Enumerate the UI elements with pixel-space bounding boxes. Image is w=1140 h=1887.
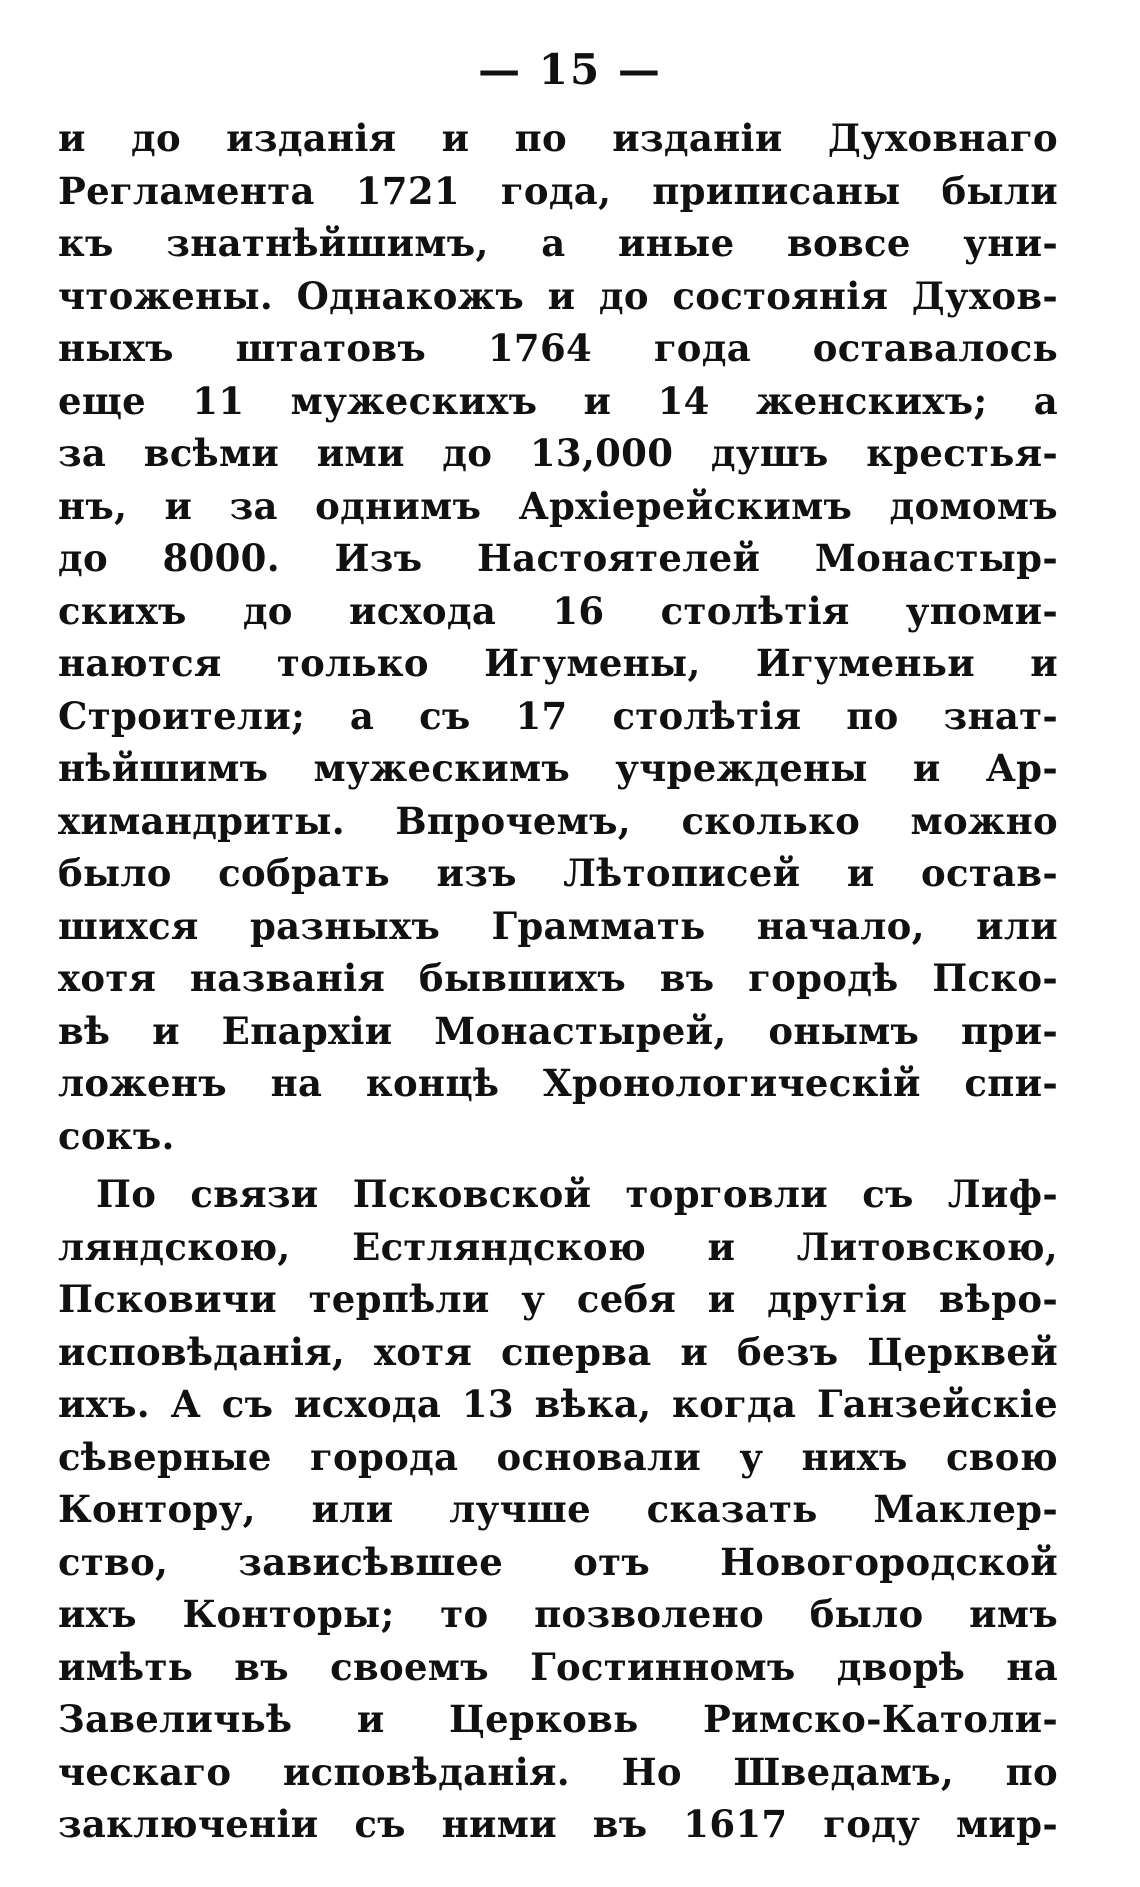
text-line: и до изданія и по изданіи Духовнаго bbox=[58, 116, 1058, 160]
text-line: Завеличьѣ и Церковь Римско-Католи- bbox=[58, 1697, 1058, 1741]
text-line: наются только Игумены, Игуменьи и bbox=[58, 641, 1058, 685]
text-line: Строители; а съ 17 столѣтія по знат- bbox=[58, 693, 1058, 738]
paragraph-2 bbox=[58, 1168, 1058, 1851]
text-line: Контору, или лучше сказать Маклер- bbox=[58, 1487, 1058, 1531]
body-text bbox=[58, 112, 1058, 1851]
text-line: ихъ Конторы; то позволено было имъ bbox=[58, 1592, 1058, 1636]
text-line: за всѣми ими до 13,000 душъ крестья- bbox=[58, 431, 1058, 475]
paragraph-1 bbox=[58, 112, 1058, 1162]
text-line: къ знатнѣйшимъ, а иные вовсе уни- bbox=[58, 221, 1058, 265]
text-line: хотя названія бывшихъ въ городѣ Пско- bbox=[58, 956, 1058, 1000]
text-line: ныхъ штатовъ 1764 года оставалось bbox=[58, 326, 1058, 370]
text-line: сѣверные города основали у нихъ свою bbox=[58, 1434, 1058, 1479]
text-line: По связи Псковской торговли съ Лиф- bbox=[96, 1172, 1058, 1216]
page-number: — 15 — bbox=[478, 45, 662, 94]
text-line: до 8000. Изъ Настоятелей Монастыр- bbox=[58, 536, 1058, 580]
text-line: еще 11 мужескихъ и 14 женскихъ; а bbox=[58, 378, 1058, 423]
text-line: исповѣданія, хотя сперва и безъ Церквей bbox=[58, 1329, 1058, 1374]
text-line: нъ, и за однимъ Архіерейскимъ домомъ bbox=[58, 483, 1058, 528]
text-line: вѣ и Епархіи Монастырей, онымъ при- bbox=[58, 1008, 1058, 1053]
text-line: ческаго исповѣданія. Но Шведамъ, по bbox=[58, 1749, 1058, 1794]
text-line: сокъ. bbox=[58, 1113, 175, 1158]
text-line: химандриты. Впрочемъ, сколько можно bbox=[58, 798, 1058, 843]
text-line: нѣйшимъ мужескимъ учреждены и Ар- bbox=[58, 746, 1058, 790]
text-line: Псковичи терпѣли у себя и другія вѣро- bbox=[58, 1277, 1058, 1321]
text-line: шихся разныхъ Граммать начало, или bbox=[58, 903, 1058, 948]
text-line: ство, зависѣвшее отъ Новогородской bbox=[58, 1539, 1058, 1584]
text-line: заключеніи съ ними въ 1617 году мир- bbox=[58, 1802, 1058, 1846]
text-line: скихъ до исхода 16 столѣтія упоми- bbox=[58, 588, 1058, 633]
text-line: ложенъ на концѣ Хронологическій спи- bbox=[58, 1061, 1058, 1105]
text-line: Регламента 1721 года, приписаны были bbox=[58, 168, 1058, 213]
text-line: ляндскою, Естляндскою и Литовскою, bbox=[58, 1224, 1058, 1269]
text-line: чтожены. Однакожъ и до состоянія Духов- bbox=[58, 273, 1058, 318]
text-line: имѣть въ своемъ Гостинномъ дворѣ на bbox=[58, 1644, 1058, 1689]
text-line: ихъ. А съ исхода 13 вѣка, когда Ганзейскіе bbox=[58, 1382, 1058, 1426]
text-line: было собрать изъ Лѣтописей и остав- bbox=[58, 851, 1058, 895]
